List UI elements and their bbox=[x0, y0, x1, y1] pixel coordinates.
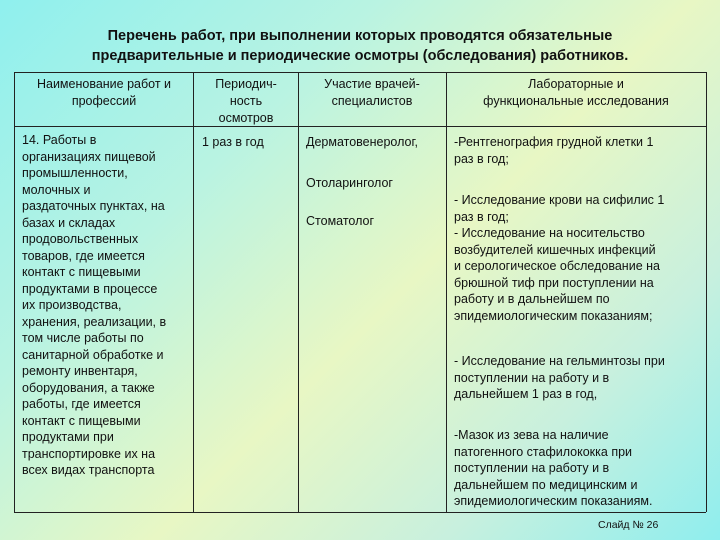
table-top-border bbox=[14, 72, 706, 73]
periodicity-value: 1 раз в год bbox=[202, 135, 264, 149]
slide-number: Слайд № 26 bbox=[598, 519, 659, 531]
table-bottom-border bbox=[14, 512, 706, 513]
header-periodicity: Периодич- ность осмотров bbox=[215, 77, 277, 125]
lab-blood-tests: - Исследование крови на сифилис 1 раз в год; - Исследование на носительство возбудителей кишечных инфекций и серологическое обследование на брюшной тиф при поступлении на работу и в дальнейшем по эпидемиологическим показаниям; bbox=[454, 193, 665, 323]
specialist-dermatovenereologist: Дерматовенеролог, bbox=[306, 135, 419, 149]
lab-throat-swab: -Мазок из зева на наличие патогенного стафилококка при поступлении на работу и в дальнейшем по медицинским и эпидемиологическим показаниям. bbox=[454, 428, 653, 508]
table-right-border bbox=[706, 72, 707, 512]
work-description: 14. Работы в организациях пищевой промышленности, молочных и раздаточных пунктах, на базах и складах продовольственных товаров, где имеется контакт с пищевыми продуктами в процессе их производства, хранения, реализации, в том числе работы по санитарной обработке и ремонту инвентаря, оборудования, а также работы, где имеется контакт с пищевыми продуктами при транспортировке их на всех видах транспорта bbox=[22, 133, 167, 477]
specialist-otolaryngologist: Отоларинголог bbox=[306, 176, 393, 190]
column-divider-2 bbox=[298, 72, 299, 512]
column-divider-3 bbox=[446, 72, 447, 512]
lab-helminths: - Исследование на гельминтозы при поступлении на работу и в дальнейшем 1 раз в год, bbox=[454, 354, 665, 401]
table-left-border bbox=[14, 72, 15, 512]
header-lab-studies: Лабораторные и функциональные исследования bbox=[483, 77, 669, 108]
column-divider-1 bbox=[193, 72, 194, 512]
header-divider bbox=[14, 126, 706, 127]
header-specialists: Участие врачей- специалистов bbox=[324, 77, 420, 108]
specialist-dentist: Стоматолог bbox=[306, 214, 375, 228]
lab-xray: -Рентгенография грудной клетки 1 раз в год; bbox=[454, 135, 654, 166]
page-title: Перечень работ, при выполнении которых проводятся обязательные предварительные и периодические осмотры (обследования) работников. bbox=[91, 28, 629, 64]
header-work-name: Наименование работ и профессий bbox=[36, 77, 172, 108]
